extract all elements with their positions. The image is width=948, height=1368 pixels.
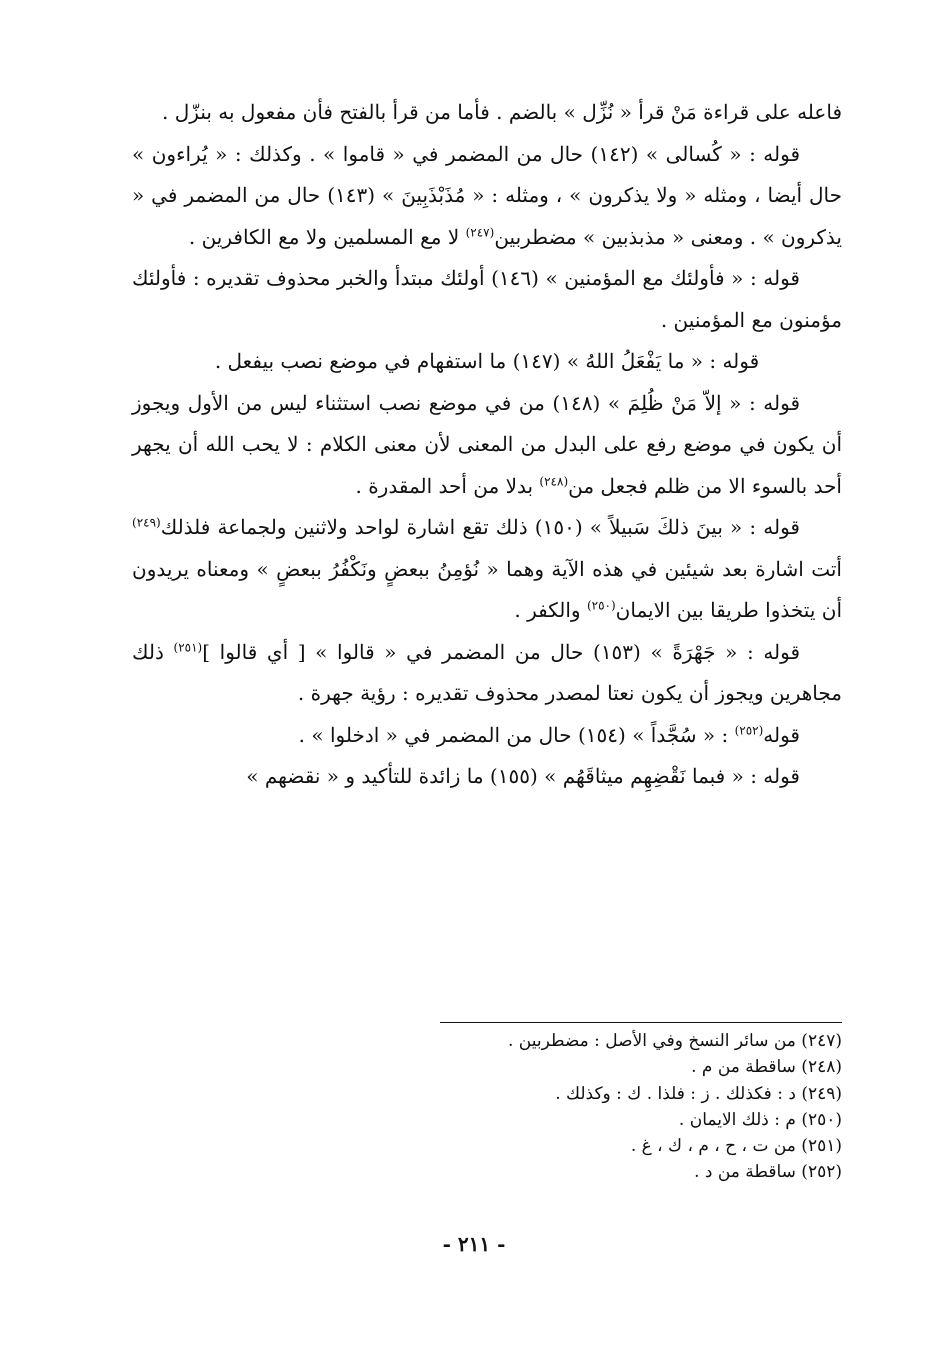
main-text — [132, 92, 842, 798]
footnote-ref: (٢٥٠) — [586, 598, 616, 613]
paragraph-lead: قوله — [763, 722, 800, 747]
paragraph-continuation: ذلك مجاهرين ويجوز أن يكون نعتا لمصدر محذوف تقديره : رؤية جهرة . — [132, 639, 842, 705]
paragraph-text: فاعله على قراءة مَنْ قرأ « نُزِّل » بالضم . فأما من قرأ بالفتح فأن مفعول به بنزّل . — [162, 100, 842, 124]
page-number: - ٢١١ - — [442, 1232, 506, 1256]
footnote: (٢٤٩) د : فكذلك . ز : فلذا . ك : وكذلك . — [555, 1083, 842, 1104]
paragraph-text: « فبما نَقْضِهِم ميثاقَهُم » (١٥٥) ما زائدة للتأكيد و « نقضهم » — [246, 764, 744, 788]
paragraph-continuation: أتت اشارة بعد شيئين في هذه الآية وهما « نُؤمِنُ ببعضٍ ونَكْفُرُ ببعضٍ » ومعناه يريدون أن يتخذوا طريقا بين الايمان — [132, 556, 842, 622]
paragraph-text: « إلاّ مَنْ ظُلِمَ » (١٤٨) من في موضع نصب استثناء ليس من الأول ويجوز أن يكون في موضع رفع على البدل من المعنى لأن معنى الكلام : لا يحب الله أن يجهر أحد بالسوء الا من ظلم فجعل من — [132, 390, 842, 498]
paragraph-lead: قوله : — [748, 390, 801, 415]
footnotes — [360, 1028, 842, 1186]
footnote-ref: (٢٤٨) — [539, 473, 569, 488]
paragraph — [132, 632, 842, 715]
footnote-ref: (٢٥١) — [173, 639, 203, 654]
paragraph-continuation: بدلا من أحد المقدرة . — [355, 473, 534, 498]
footnote-ref: (٢٤٧) — [465, 224, 495, 239]
paragraph-text: « بينَ ذلكَ سَبيلاً » (١٥٠) ذلك تقع اشارة لواحد ولاثنين ولجماعة فلذلك — [160, 515, 743, 539]
paragraph-continuation: والكفر . — [514, 598, 581, 622]
footnote: (٢٥٢) ساقطة من د . — [694, 1162, 842, 1183]
paragraph-lead: قوله : — [749, 515, 800, 539]
paragraph-text: « ما يَفْعَلُ اللهُ » (١٤٧) ما استفهام في موضع نصب بيفعل . — [214, 349, 703, 373]
paragraph — [132, 341, 842, 383]
paragraph-text: « جَهْرَةً » (١٥٣) حال من المضمر في « قالوا » [ أي قالوا ] — [202, 639, 738, 664]
paragraph-lead: قوله : — [709, 349, 760, 373]
paragraph-lead: قوله : — [750, 764, 800, 788]
paragraph-continuation: لا مع المسلمين ولا مع الكافرين . — [188, 224, 460, 249]
paragraph-lead: قوله : — [749, 266, 800, 290]
footnote: (٢٤٧) من سائر النسخ وفي الأصل : مضطربين . — [507, 1031, 842, 1051]
paragraph — [132, 715, 842, 757]
paragraph-text: « فأولئك مع المؤمنين » (١٤٦) أولئك مبتدأ والخبر محذوف تقديره : فأولئك مؤمنون مع المؤمنين . — [132, 266, 842, 332]
paragraph — [132, 258, 842, 341]
paragraph — [132, 92, 842, 134]
footnote: (٢٥٠) م : ذلك الايمان . — [678, 1109, 842, 1130]
paragraph — [132, 134, 842, 259]
paragraph — [132, 383, 842, 508]
footnote-divider — [440, 1022, 842, 1023]
paragraph-continuation: : « سُجَّداً » (١٥٤) حال من المضمر في « ادخلوا » . — [298, 722, 729, 747]
footnote: (٢٥١) من ت ، ح ، م ، ك ، غ . — [630, 1136, 842, 1157]
footnote-ref: (٢٥٢) — [734, 722, 764, 737]
paragraph — [132, 756, 842, 798]
paragraph-lead: قوله : — [746, 639, 801, 664]
footnote-ref: (٢٤٩) — [132, 515, 161, 530]
paragraph-text: « كُسالى » (١٤٢) حال من المضمر في « قاموا » . وكذلك : « يُراءون » حال أيضا ، ومثله « ولا يذكرون » ، ومثله : « مُذَبْذَبِينَ » (١٤٣) حال من المضمر في « يذكرون » . ومعنى « مذبذبين » مضطربين — [132, 141, 842, 249]
paragraph — [132, 507, 842, 632]
paragraph-lead: قوله : — [749, 141, 801, 166]
footnote: (٢٤٨) ساقطة من م . — [691, 1057, 842, 1078]
